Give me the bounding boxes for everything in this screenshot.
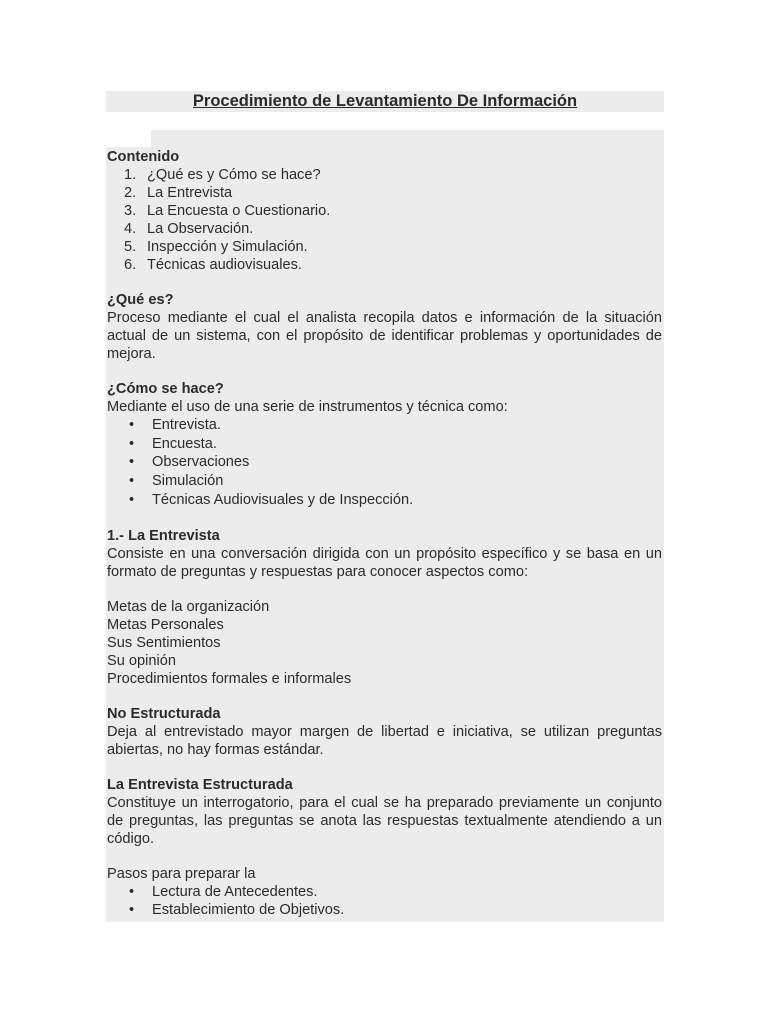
contenido-heading: Contenido (107, 149, 180, 165)
contenido-item-number: 4. (124, 221, 137, 237)
pasos-list (107, 883, 662, 920)
como-item (107, 435, 662, 454)
pasos-item-text: Establecimiento de Objetivos. (152, 902, 345, 919)
como-item (107, 453, 662, 472)
como-item (107, 416, 662, 435)
contenido-item-text: La Observación. (147, 221, 254, 237)
contenido-item-number: 1. (124, 167, 137, 183)
que-es-body: Proceso mediante el cual el analista recopila datos e información de la situación actual de un sistema, con el propósito de identificar problemas y oportunidades de mejora. (107, 310, 662, 362)
contenido-item (107, 238, 662, 256)
pasos-item-text: Lectura de Antecedentes. (152, 883, 318, 900)
document-body (107, 148, 662, 920)
como-list (107, 416, 662, 510)
entrevista-body: Consiste en una conversación dirigida con un propósito específico y se basa en un formato de preguntas y respuestas para conocer aspectos como: (107, 545, 662, 580)
entrevista-aspect: Metas de la organización (107, 598, 270, 615)
contenido-item-text: Inspección y Simulación. (147, 239, 308, 255)
entrevista-aspect: Procedimientos formales e informales (107, 670, 352, 687)
spacer (107, 759, 662, 776)
como-item-text: Entrevista. (152, 417, 221, 433)
spacer (107, 581, 662, 598)
content-background-notch (151, 130, 664, 147)
contenido-item-text: Técnicas audiovisuales. (147, 257, 302, 273)
spacer (107, 363, 662, 380)
estructurada-body: Constituye un interrogatorio, para el cual se ha preparado previamente un conjunto de preguntas, las preguntas se anota las respuestas textualmente atendiendo a un código. (107, 794, 662, 847)
pasos-intro: Pasos para preparar la (107, 865, 256, 882)
pasos-item (107, 901, 662, 920)
como-item (107, 472, 662, 491)
contenido-item (107, 166, 662, 184)
entrevista-aspect: Sus Sentimientos (107, 634, 221, 651)
bullet-icon: • (129, 883, 135, 900)
contenido-item (107, 184, 662, 202)
bullet-icon: • (129, 417, 135, 433)
contenido-item (107, 202, 662, 220)
contenido-item-number: 5. (124, 239, 137, 255)
entrevista-aspect: Metas Personales (107, 616, 224, 633)
title-bar (106, 91, 664, 112)
como-item (107, 491, 662, 510)
como-item-text: Encuesta. (152, 435, 217, 452)
como-item-text: Observaciones (152, 454, 250, 471)
pasos-item (107, 883, 662, 902)
contenido-item-text: La Entrevista (147, 185, 233, 201)
como-item-text: Técnicas Audiovisuales y de Inspección. (152, 491, 414, 508)
bullet-icon: • (129, 902, 135, 919)
spacer (107, 510, 662, 527)
bullet-icon: • (129, 473, 135, 490)
entrevista-heading: 1.- La Entrevista (107, 527, 220, 544)
contenido-item-number: 6. (124, 257, 137, 273)
como-heading: ¿Cómo se hace? (107, 381, 224, 397)
bullet-icon: • (129, 435, 135, 452)
no-estructurada-body: Deja al entrevistado mayor margen de libertad e iniciativa, se utilizan preguntas abiertas, no hay formas estándar. (107, 723, 662, 758)
spacer (107, 274, 662, 291)
como-item-text: Simulación (152, 473, 224, 490)
contenido-item-number: 2. (124, 185, 137, 201)
contenido-item (107, 256, 662, 274)
estructurada-heading: La Entrevista Estructurada (107, 776, 293, 793)
bullet-icon: • (129, 491, 135, 508)
no-estructurada-heading: No Estructurada (107, 705, 221, 722)
que-es-heading: ¿Qué es? (107, 292, 174, 308)
entrevista-aspect: Su opinión (107, 652, 176, 669)
contenido-item-number: 3. (124, 203, 137, 219)
page-title: Procedimiento de Levantamiento De Información (192, 92, 578, 110)
spacer (107, 848, 662, 865)
como-intro: Mediante el uso de una serie de instrumentos y técnica como: (107, 399, 508, 415)
contenido-item-text: La Encuesta o Cuestionario. (147, 203, 331, 219)
spacer (107, 688, 662, 705)
bullet-icon: • (129, 454, 135, 471)
contenido-list (107, 166, 662, 274)
contenido-item (107, 220, 662, 238)
contenido-item-text: ¿Qué es y Cómo se hace? (147, 167, 321, 183)
